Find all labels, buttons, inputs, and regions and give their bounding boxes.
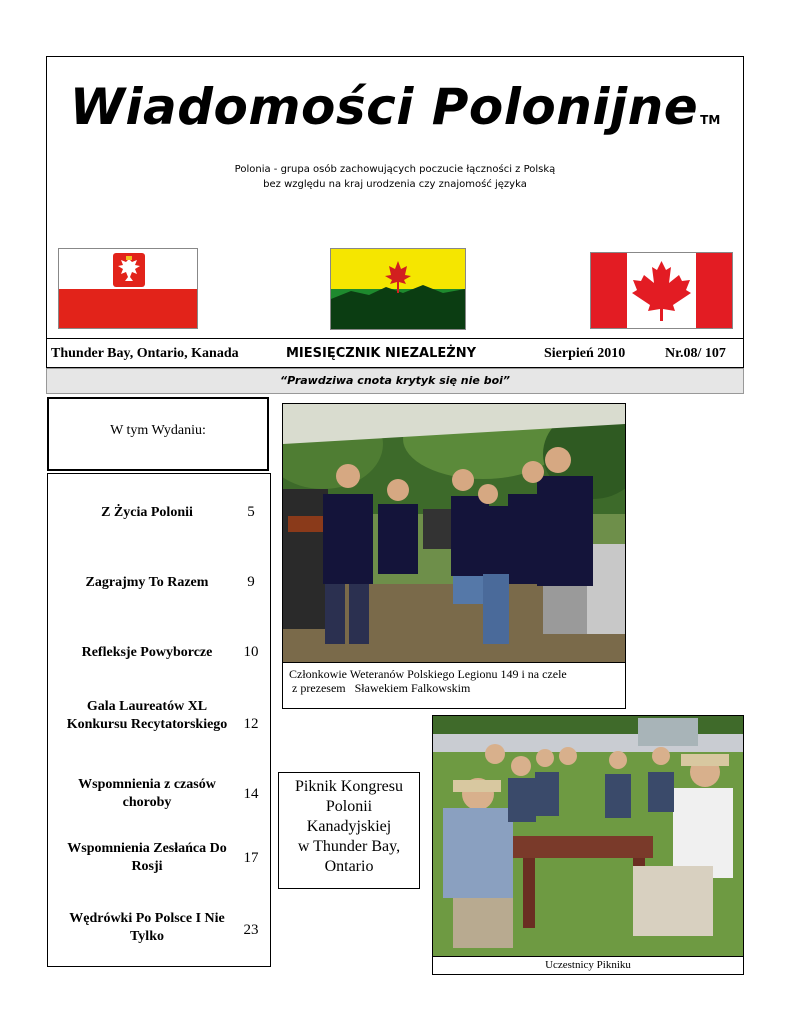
eagle-emblem-icon	[113, 253, 145, 287]
subtitle-line-1: Polonia - grupa osób zachowujących poczucie łączności z Polską	[234, 164, 556, 175]
subtitle-line-2: bez względu na kraj urodzenia czy znajomość języka	[263, 179, 527, 190]
legion-members-photo-graphic	[283, 404, 625, 662]
caption-text: Uczestnicy Pikniku	[545, 959, 631, 971]
toc-item-page: 10	[243, 644, 259, 660]
picnic-participants-photo	[432, 715, 744, 957]
toc-item-page: 14	[243, 786, 259, 802]
motto: “Prawdziwa cnota krytyk się nie boi”	[280, 374, 510, 387]
toc-item-title: Wspomnienia z czasów choroby	[78, 777, 216, 810]
issue-date: Sierpień 2010	[544, 346, 626, 361]
feature-line: Piknik Kongresu	[295, 778, 403, 795]
issue-number: Nr.08/ 107	[665, 346, 726, 361]
toc-item-page: 9	[247, 574, 255, 590]
toc-item-title: Gala Laureatów XL Konkursu Recytatorskiego	[66, 699, 228, 732]
canada-flag	[590, 252, 733, 329]
location-label: Thunder Bay, Ontario, Kanada	[51, 346, 239, 361]
motto-bar	[46, 368, 744, 394]
toc-item-title: Refleksje Powyborcze	[81, 645, 213, 660]
toc-item-title: Wspomnienia Zesłańca Do Rosji	[67, 841, 227, 874]
feature-headline-box[interactable]	[278, 772, 420, 889]
feature-line: w Thunder Bay,	[297, 838, 401, 855]
feature-line: Kanadyjskiej	[306, 818, 392, 835]
toc-item-page: 23	[243, 922, 259, 938]
publication-type: MIESIĘCZNIK NIEZALEŻNY	[286, 346, 476, 361]
masthead	[48, 78, 742, 136]
toc-item-title: Wędrówki Po Polsce I Nie Tylko	[69, 911, 225, 944]
photo-caption	[282, 663, 626, 709]
thunder-bay-flag-graphic	[331, 249, 465, 329]
toc-item-title: Z Życia Polonii	[101, 505, 193, 520]
feature-line: Ontario	[324, 858, 374, 875]
feature-line: Polonii	[325, 798, 373, 815]
caption-line-2: z prezesem Sławekiem Falkowskim	[289, 681, 471, 695]
toc-item-page: 17	[243, 850, 259, 866]
subtitle	[48, 162, 742, 192]
trademark: TM	[700, 113, 721, 127]
canada-flag-graphic	[591, 253, 732, 328]
toc-item-page: 5	[247, 504, 255, 520]
toc-item-page: 12	[243, 716, 259, 732]
table-of-contents	[47, 473, 271, 967]
poland-flag	[58, 248, 198, 329]
legion-members-photo	[282, 403, 626, 663]
caption-line-1: Członkowie Weteranów Polskiego Legionu 149 i na czele	[289, 667, 567, 681]
thunder-bay-flag	[330, 248, 466, 330]
toc-heading: W tym Wydaniu:	[110, 423, 206, 438]
photo-caption	[432, 957, 744, 975]
picnic-participants-photo-graphic	[433, 716, 743, 956]
info-bar	[46, 338, 744, 368]
toc-item-title: Zagrajmy To Razem	[85, 575, 209, 590]
toc-heading-box	[47, 397, 269, 471]
newspaper-title: Wiadomości Polonijne	[69, 78, 699, 136]
